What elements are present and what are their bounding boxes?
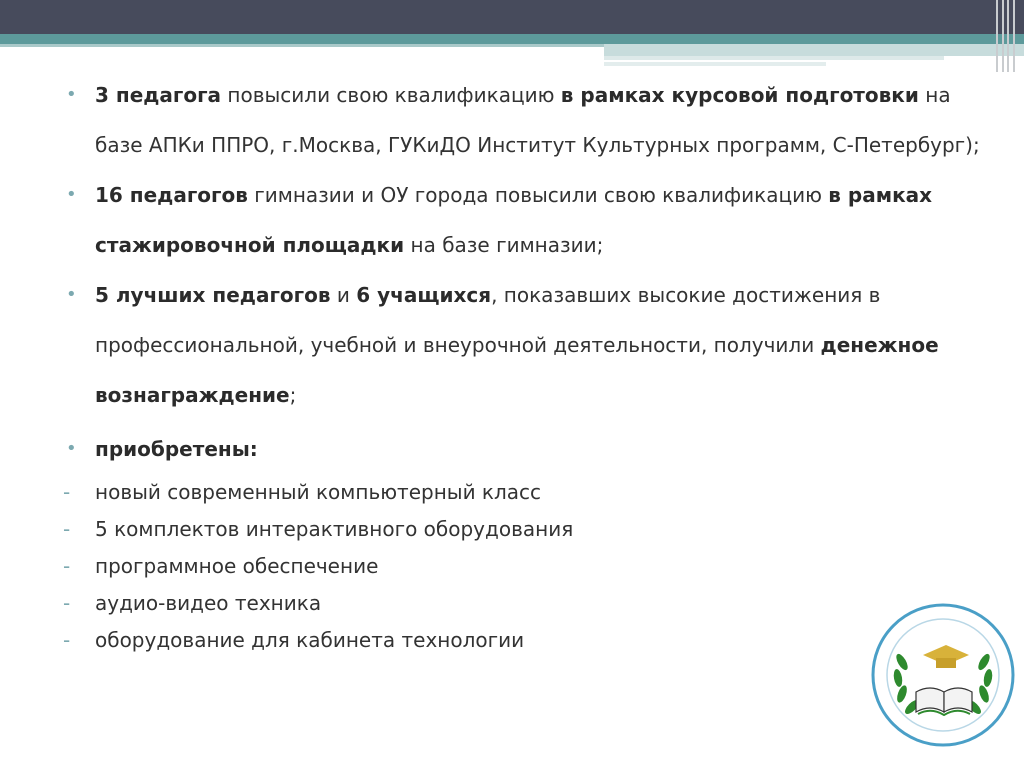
header-band-teal [0,34,1024,44]
acquired-item [0,474,1024,511]
body-text: и [330,283,357,307]
body-text: на базе гимназии; [404,233,604,257]
acquired-item-text: 5 комплектов интерактивного оборудования [95,517,574,541]
acquired-item-text: аудио-видео техника [95,591,322,615]
bullet-item [0,424,1000,474]
bold-text: денежное вознаграждение [95,333,939,407]
header-band-dark [0,0,1024,34]
bullet-marker: • [66,438,77,459]
bold-text: в рамках курсовой подготовки [560,83,919,107]
body-text: ; [289,383,297,407]
body-text: повысили свою квалификацию [221,83,561,107]
bullet-item [0,70,1000,170]
dash-marker: - [63,517,71,541]
bullet-item [0,270,1000,420]
header-step-1 [604,44,1024,56]
bold-text: в рамках стажировочной площадки [95,183,933,257]
bullet-marker: • [66,84,77,105]
acquired-item-text: программное обеспечение [95,554,379,578]
bullet-list [0,70,1024,474]
bold-text: 3 педагога [95,83,222,107]
bullet-marker: • [66,284,77,305]
header-vertical-lines [994,0,1024,72]
header-step-2 [604,56,944,60]
body-text: на базе АПКи ППРО, г.Москва, ГУКиДО Институт Культурных программ, С-Петербург); [95,83,980,157]
acquired-item [0,511,1024,548]
dash-marker: - [63,628,71,652]
body-text: гимназии и ОУ города повысили свою квалификацию [247,183,829,207]
bold-text: 16 педагогов [95,183,248,207]
header-step-3 [604,62,826,66]
dash-marker: - [63,554,71,578]
bold-text: приобретены: [95,437,258,461]
acquired-item-text: новый современный компьютерный класс [95,480,542,504]
body-text: , показавших высокие достижения в профессиональной, учебной и внеурочной деятельности, получили [95,283,881,357]
school-emblem-icon [868,600,1018,750]
acquired-item-text: оборудование для кабинета технологии [95,628,525,652]
dash-marker: - [63,480,71,504]
dash-marker: - [63,591,71,615]
slide-content [0,70,1024,659]
bold-text: 5 лучших педагогов [95,283,331,307]
acquired-item [0,548,1024,585]
bold-text: 6 учащихся [356,283,492,307]
bullet-marker: • [66,184,77,205]
bullet-item [0,170,1000,270]
